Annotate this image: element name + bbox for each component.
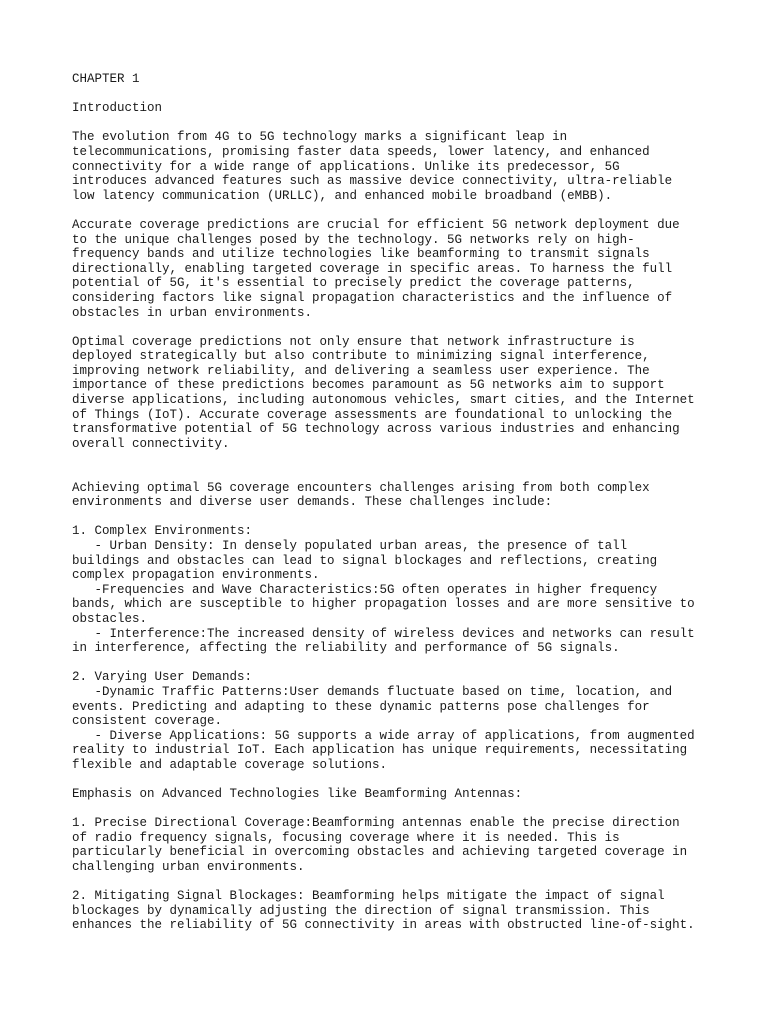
text-line: blockages by dynamically adjusting the direction of signal transmission. This	[72, 903, 650, 918]
text-line: low latency communication (URLLC), and enhanced mobile broadband (eMBB).	[72, 188, 613, 203]
section-title: Introduction	[72, 101, 163, 116]
paragraph	[72, 130, 712, 203]
text-line: flexible and adaptable coverage solutions.	[72, 757, 388, 772]
text-line: reality to industrial IoT. Each application has unique requirements, necessitating	[72, 743, 688, 758]
text-line: Emphasis on Advanced Technologies like Beamforming Antennas:	[72, 787, 523, 802]
text-line: The evolution from 4G to 5G technology marks a significant leap in	[72, 130, 568, 145]
text-line: 2. Mitigating Signal Blockages: Beamforming helps mitigate the impact of signal	[72, 889, 665, 904]
text-line: potential of 5G, it's essential to precisely predict the coverage patterns,	[72, 276, 635, 291]
text-line: Accurate coverage predictions are crucial for efficient 5G network deployment due	[72, 217, 680, 232]
text-line: introduces advanced features such as massive device connectivity, ultra-reliable	[72, 174, 673, 189]
text-line: particularly beneficial in overcoming obstacles and achieving targeted coverage in	[72, 845, 688, 860]
text-line: importance of these predictions becomes paramount as 5G networks aim to support	[72, 378, 665, 393]
text-line: -Dynamic Traffic Patterns:User demands fluctuate based on time, location, and	[72, 684, 673, 699]
paragraph	[72, 889, 712, 933]
paragraph	[72, 816, 712, 874]
text-line: 2. Varying User Demands:	[72, 670, 253, 685]
text-line: to the unique challenges posed by the technology. 5G networks rely on high-	[72, 232, 635, 247]
text-line: 1. Complex Environments:	[72, 524, 253, 539]
text-line: obstacles in urban environments.	[72, 305, 313, 320]
text-line: transformative potential of 5G technology across various industries and enhancing	[72, 422, 680, 437]
text-line: deployed strategically but also contribute to minimizing signal interference,	[72, 349, 650, 364]
paragraph	[72, 335, 712, 452]
text-line: of radio frequency signals, focusing coverage where it is needed. This is	[72, 830, 620, 845]
text-line: telecommunications, promising faster data speeds, lower latency, and enhanced	[72, 144, 650, 159]
text-line: - Urban Density: In densely populated urban areas, the presence of tall	[72, 539, 628, 553]
text-line: enhances the reliability of 5G connectivity in areas with obstructed line-of-sight.	[72, 918, 695, 933]
text-line: connectivity for a wide range of applications. Unlike its predecessor, 5G	[72, 159, 620, 174]
text-line: in interference, affecting the reliability and performance of 5G signals.	[72, 641, 620, 656]
chapter-heading: CHAPTER 1	[72, 72, 140, 86]
text-line: challenging urban environments.	[72, 860, 305, 875]
text-line: -Frequencies and Wave Characteristics:5G often operates in higher frequency	[72, 582, 658, 597]
text-line: Achieving optimal 5G coverage encounters challenges arising from both complex	[72, 480, 650, 495]
text-line: - Diverse Applications: 5G supports a wide array of applications, from augmented	[72, 728, 695, 743]
text-line: considering factors like signal propagation characteristics and the influence of	[72, 290, 673, 305]
paragraph	[72, 524, 712, 655]
text-line: diverse applications, including autonomous vehicles, smart cities, and the Internet	[72, 393, 695, 408]
paragraph	[72, 481, 712, 510]
text-line: consistent coverage.	[72, 714, 223, 729]
text-line: complex propagation environments.	[72, 568, 320, 583]
text-line: directionally, enabling targeted coverage in specific areas. To harness the full	[72, 261, 673, 276]
paragraph	[72, 787, 712, 802]
text-line: 1. Precise Directional Coverage:Beamforming antennas enable the precise direction	[72, 816, 680, 831]
text-line: - Interference:The increased density of wireless devices and networks can result	[72, 626, 695, 641]
text-line: improving network reliability, and delivering a seamless user experience. The	[72, 363, 650, 378]
text-line: overall connectivity.	[72, 436, 230, 451]
text-line: obstacles.	[72, 611, 148, 626]
document-page	[72, 72, 712, 933]
paragraph	[72, 670, 712, 772]
text-line: of Things (IoT). Accurate coverage assessments are foundational to unlocking the	[72, 407, 673, 422]
text-line: buildings and obstacles can lead to signal blockages and reflections, creating	[72, 553, 658, 568]
text-line: environments and diverse user demands. These challenges include:	[72, 495, 553, 510]
paragraph	[72, 218, 712, 320]
text-line: events. Predicting and adapting to these dynamic patterns pose challenges for	[72, 699, 650, 714]
document-body	[72, 130, 712, 933]
text-line: frequency bands and utilize technologies like beamforming to transmit signals	[72, 247, 650, 262]
text-line: Optimal coverage predictions not only ensure that network infrastructure is	[72, 334, 635, 349]
text-line: bands, which are susceptible to higher propagation losses and are more sensitive to	[72, 597, 695, 612]
